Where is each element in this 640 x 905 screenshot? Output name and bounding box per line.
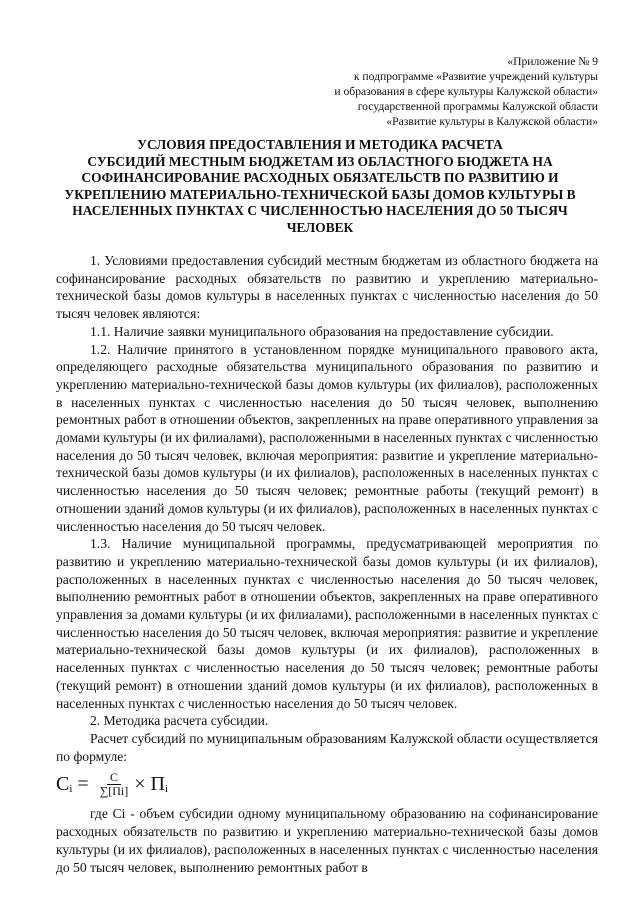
paragraph-2: 2. Методика расчета субсидии. bbox=[90, 713, 269, 729]
paragraph-1: 1. Условиями предоставления субсидий местным бюджетам из областного бюджета на софинансирование расходных обязательств по развитию и укреплению материально-технической базы домов культуры в населенных пунктах с численностью населения до 50 тысяч человек являются: bbox=[56, 253, 598, 322]
formula-denominator: ∑[Пi] bbox=[99, 783, 129, 798]
title-line: УКРЕПЛЕНИЮ МАТЕРИАЛЬНО-ТЕХНИЧЕСКОЙ БАЗЫ ДОМОВ КУЛЬТУРЫ В bbox=[64, 186, 576, 202]
appendix-line: «Приложение № 9 bbox=[507, 55, 598, 68]
appendix-line: к подпрограмме «Развитие учреждений культуры bbox=[353, 70, 598, 83]
paragraph-1-2: 1.2. Наличие принятого в установленном порядке муниципального правового акта, определяющего расходные обязательства муниципального образования по развитию и укреплению материально-технической базы домов культуры (их филиалов), расположенных в населенных пунктах с численностью населения до 50 тысяч человек, выполнению ремонтных работ в отношении объектов, закрепленных на праве оперативного управления за домами культуры (и их филиалами), расположенными в населенных пунктах с численностью населения до 50 тысяч человек, включая мероприятия: развитие и укрепление материально-технической базы домов культуры (и их филиалов), расположенных в населенных пунктах с численностью населения до 50 тысяч человек; ремонтные работы (текущий ремонт) в отношении зданий домов культуры (и их филиалов), расположенных в населенных пунктах с численностью населения до 50 тысяч человек. bbox=[56, 341, 598, 534]
appendix-line: государственной программы Калужской области bbox=[357, 100, 598, 113]
formula-lhs: C bbox=[56, 772, 70, 795]
formula-equals: = bbox=[77, 772, 89, 795]
subsidy-formula bbox=[56, 767, 598, 801]
formula-lhs-subscript: i bbox=[69, 782, 73, 795]
appendix-header bbox=[278, 54, 598, 129]
paragraph-2-formula-intro: Расчет субсидий по муниципальным образованиям Калужской области осуществляется по формуле: bbox=[56, 730, 598, 764]
paragraph-where: где Ci - объем субсидии одному муниципальному образованию на софинансирование расходных обязательств по развитию и укреплению материально-технической базы домов культуры (и их филиалов), расположенных в населенных пунктах с численностью населения до 50 тысяч человек, выполнению ремонтных работ в bbox=[56, 806, 598, 875]
document-body bbox=[56, 252, 598, 876]
appendix-line: «Развитие культуры в Калужской области» bbox=[386, 115, 598, 128]
formula-fraction bbox=[98, 771, 131, 798]
title-line: СУБСИДИЙ МЕСТНЫМ БЮДЖЕТАМ ИЗ ОБЛАСТНОГО БЮДЖЕТА НА bbox=[87, 153, 553, 169]
formula-rhs-subscript: i bbox=[164, 782, 169, 795]
paragraph-1-3: 1.3. Наличие муниципальной программы, предусматривающей мероприятия по развитию и укреплению материально-технической базы домов культуры (и их филиалов), расположенных в населенных пунктах с численностью населения до 50 тысяч человек, выполнению ремонтных работ в отношении объектов, закрепленных на праве оперативного управления за домами культуры (и их филиалами), расположенными в населенных пунктах с численностью населения до 50 тысяч человек, включая мероприятия: развитие и укрепление материально-технической базы домов культуры (и их филиалов), расположенных в населенных пунктах с численностью населения до 50 тысяч человек; ремонтные работы (текущий ремонт) в отношении зданий домов культуры (и их филиалов), расположенных в населенных пунктах с численностью населения до 50 тысяч человек. bbox=[56, 536, 598, 711]
paragraph-1-1: 1.1. Наличие заявки муниципального образования на предоставление субсидии. bbox=[90, 323, 554, 339]
document-title bbox=[56, 137, 584, 237]
title-line: НАСЕЛЕННЫХ ПУНКТАХ С ЧИСЛЕННОСТЬЮ НАСЕЛЕНИЯ ДО 50 ТЫСЯЧ bbox=[72, 203, 568, 219]
title-line: УСЛОВИЯ ПРЕДОСТАВЛЕНИЯ И МЕТОДИКА РАСЧЕТА bbox=[137, 137, 503, 152]
formula-numerator: C bbox=[107, 771, 121, 785]
title-line: ЧЕЛОВЕК bbox=[286, 219, 354, 235]
appendix-line: и образования в сфере культуры Калужской области» bbox=[334, 85, 598, 98]
title-line: СОФИНАНСИРОВАНИЕ РАСХОДНЫХ ОБЯЗАТЕЛЬСТВ ПО РАЗВИТИЮ И bbox=[81, 170, 559, 186]
formula-times: × П bbox=[134, 772, 165, 795]
